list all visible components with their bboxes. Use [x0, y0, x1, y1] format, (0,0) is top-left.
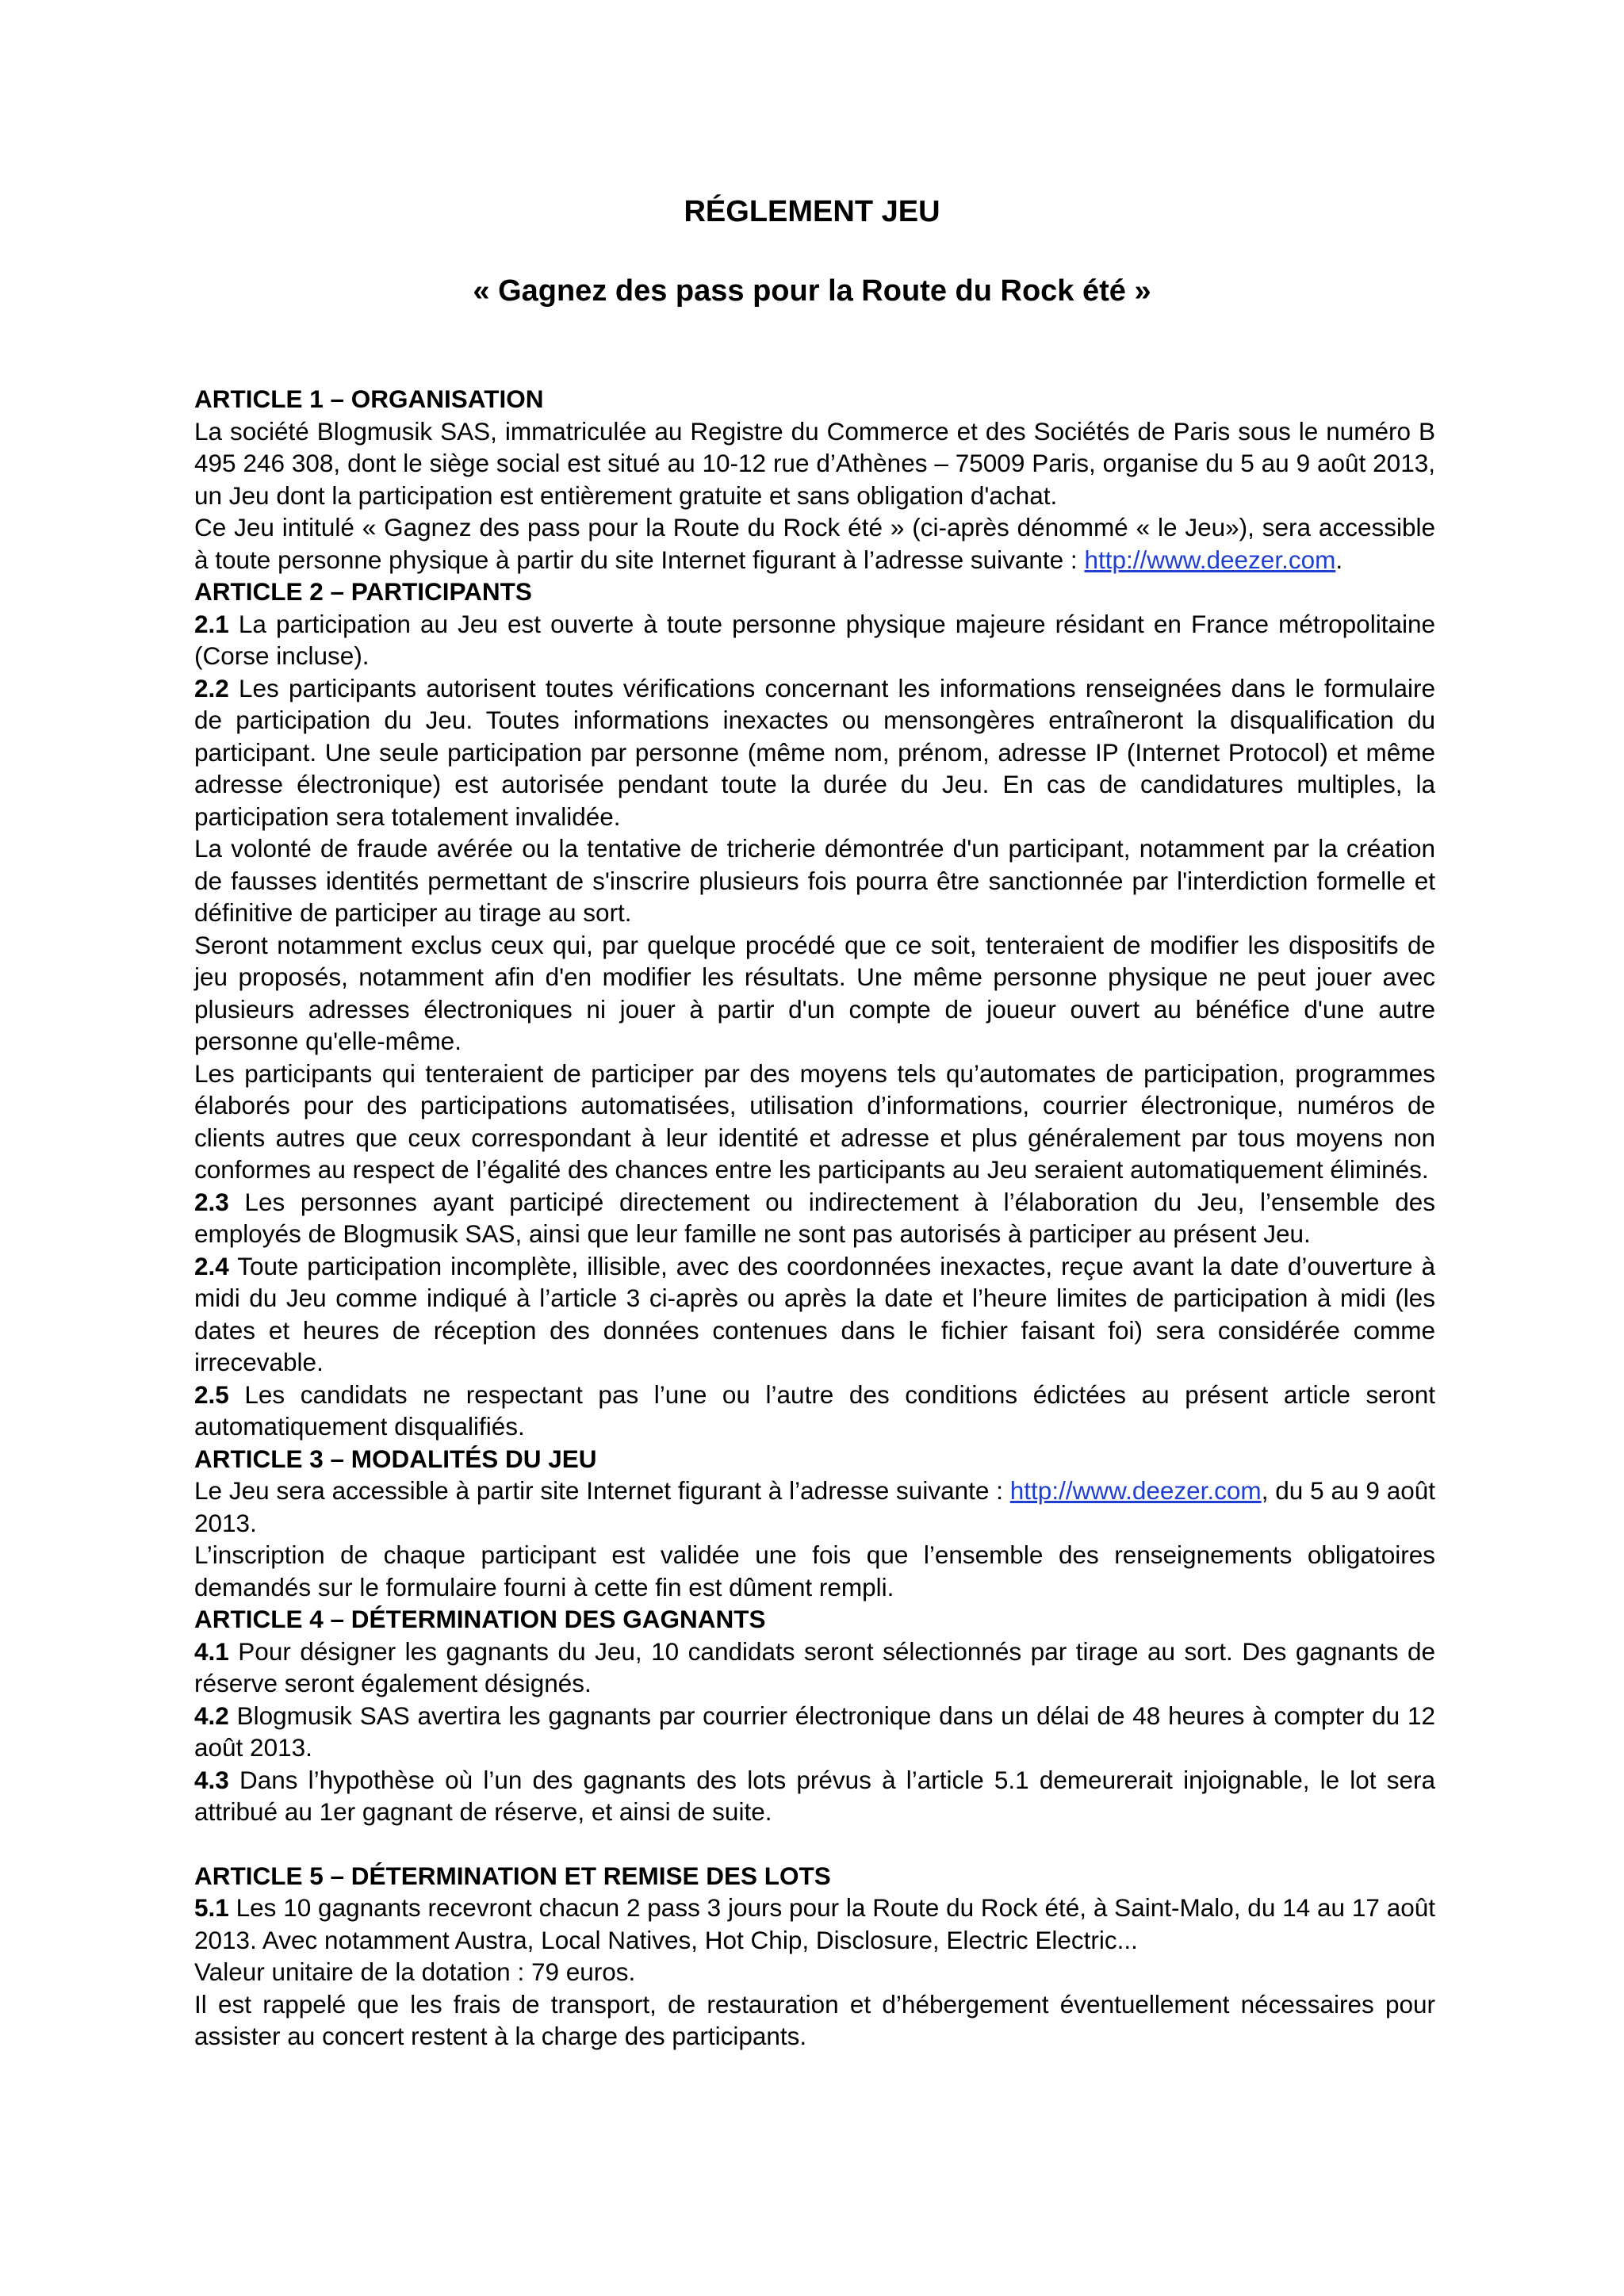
clause-text: La participation au Jeu est ouverte à toute personne physique majeure résidant en France métropolitaine (Corse incluse).: [194, 609, 1435, 670]
clause-text: Les 10 gagnants recevront chacun 2 pass 3 jours pour la Route du Rock été, à Saint-Malo, du 14 au 17 août 2013. Avec notamment Austra, Local Natives, Hot Chip, Disclosure, Electric Electric...: [194, 1893, 1435, 1954]
article-3-paragraph-1: [194, 1475, 1435, 1539]
document-title: RÉGLEMENT JEU: [684, 195, 940, 228]
article-2-2-automates: Les participants qui tenteraient de participer par des moyens tels qu’automates de participation, programmes élaborés pour des participations automatisées, utilisation d’informations, courrier électronique, numéros de clients autres que ceux correspondant à leur identité et adresse et plus généralement par tous moyens non conformes au respect de l’égalité des chances entre les participants au Jeu seraient automatiquement éliminés.: [194, 1058, 1435, 1184]
document-body: [194, 383, 1435, 2053]
article-2-2-fraud: La volonté de fraude avérée ou la tentative de tricherie démontrée d'un participant, notamment par la création de fausses identités permettant de s'inscrire plusieurs fois pourra être sanctionnée par l'interdiction formelle et définitive de participer au tirage au sort.: [194, 834, 1435, 927]
article-2-4: [194, 1250, 1435, 1379]
article-4-2: [194, 1700, 1435, 1764]
article-1-paragraph-2-end: .: [1335, 545, 1343, 574]
article-4-heading: ARTICLE 4 – DÉTERMINATION DES GAGNANTS: [194, 1605, 766, 1633]
document-subtitle: « Gagnez des pass pour la Route du Rock été »: [473, 274, 1151, 308]
article-1-heading: ARTICLE 1 – ORGANISATION: [194, 385, 544, 413]
clause-number: 2.4: [194, 1251, 229, 1280]
article-4-1: [194, 1636, 1435, 1700]
article-4-3: [194, 1764, 1435, 1828]
clause-text: Les participants autorisent toutes vérifications concernant les informations renseignées dans le formulaire de participation du Jeu. Toutes informations inexactes ou mensongères entraîneront la disqualification du participant. Une seule participation par personne (même nom, prénom, adresse IP (Internet Protocol) et même adresse électronique) est autorisée pendant toute la durée du Jeu. En cas de candidatures multiples, la participation sera totalement invalidée.: [194, 673, 1435, 831]
clause-text: Dans l’hypothèse où l’un des gagnants des lots prévus à l’article 5.1 demeurerait injoignable, le lot sera attribué au 1er gagnant de réserve, et ainsi de suite.: [194, 1765, 1435, 1826]
clause-text: Les candidats ne respectant pas l’une ou l’autre des conditions édictées au présent article seront automatiquement disqualifiés.: [194, 1380, 1435, 1441]
article-5-1-value: Valeur unitaire de la dotation : 79 euros.: [194, 1957, 636, 1986]
article-2-2-exclusion: Seront notamment exclus ceux qui, par quelque procédé que ce soit, tenteraient de modifier les dispositifs de jeu proposés, notamment afin d'en modifier les résultats. Une même personne physique ne peut jouer avec plusieurs adresses électroniques ni jouer à partir d'un compte de joueur ouvert au bénéfice d'une autre personne qu'elle-même.: [194, 930, 1435, 1055]
clause-number: 2.5: [194, 1380, 229, 1409]
clause-number: 4.1: [194, 1636, 229, 1666]
article-5-heading: ARTICLE 5 – DÉTERMINATION ET REMISE DES LOTS: [194, 1861, 831, 1890]
article-2-5: [194, 1379, 1435, 1443]
clause-number: 2.3: [194, 1187, 229, 1216]
deezer-link[interactable]: http://www.deezer.com: [1009, 1476, 1262, 1505]
clause-text: Blogmusik SAS avertira les gagnants par courrier électronique dans un délai de 48 heures à compter du 12 août 2013.: [194, 1701, 1435, 1762]
article-2-heading: ARTICLE 2 – PARTICIPANTS: [194, 577, 532, 606]
article-1-paragraph-2-text: Ce Jeu intitulé « Gagnez des pass pour la Route du Rock été » (ci-après dénommé « le Jeu»), sera accessible à toute personne physique à partir du site Internet figurant à l’adresse suivante :: [194, 513, 1435, 574]
article-3-paragraph-1-text: Le Jeu sera accessible à partir site Internet figurant à l’adresse suivante :: [194, 1476, 1010, 1505]
clause-text: Les personnes ayant participé directement ou indirectement à l’élaboration du Jeu, l’ensemble des employés de Blogmusik SAS, ainsi que leur famille ne sont pas autorisés à participer au présent Jeu.: [194, 1187, 1435, 1248]
clause-number: 4.2: [194, 1701, 229, 1730]
clause-number: 2.2: [194, 673, 229, 702]
clause-number: 5.1: [194, 1893, 229, 1922]
deezer-link[interactable]: http://www.deezer.com: [1084, 545, 1336, 574]
article-1-paragraph-1: La société Blogmusik SAS, immatriculée au Registre du Commerce et des Sociétés de Paris sous le numéro B 495 246 308, dont le siège social est situé au 10-12 rue d’Athènes – 75009 Paris, organise du 5 au 9 août 2013, un Jeu dont la participation est entièrement gratuite et sans obligation d'achat.: [194, 416, 1435, 510]
article-1-paragraph-2: [194, 511, 1435, 576]
article-3-heading: ARTICLE 3 – MODALITÉS DU JEU: [194, 1444, 597, 1473]
article-5-1: [194, 1892, 1435, 1956]
article-3-paragraph-1-end: , du 5 au 9 août 2013.: [194, 1476, 1435, 1537]
article-3-paragraph-2: L’inscription de chaque participant est validée une fois que l’ensemble des renseignements obligatoires demandés sur le formulaire fourni à cette fin est dûment rempli.: [194, 1540, 1435, 1601]
article-2-1: [194, 608, 1435, 672]
clause-text: Toute participation incomplète, illisible, avec des coordonnées inexactes, reçue avant la date d’ouverture à midi du Jeu comme indiqué à l’article 3 ci-après ou après la date et l’heure limites de participation à midi (les dates et heures de réception des données contenues dans le fichier faisant foi) sera considérée comme irrecevable.: [194, 1251, 1435, 1376]
article-2-3: [194, 1186, 1435, 1250]
clause-number: 2.1: [194, 609, 229, 638]
clause-text: Pour désigner les gagnants du Jeu, 10 candidats seront sélectionnés par tirage au sort. Des gagnants de réserve seront également désignés.: [194, 1636, 1435, 1697]
article-5-2: Il est rappelé que les frais de transport, de restauration et d’hébergement éventuellement nécessaires pour assister au concert restent à la charge des participants.: [194, 1989, 1435, 2050]
article-2-2: [194, 672, 1435, 833]
clause-number: 4.3: [194, 1765, 229, 1794]
